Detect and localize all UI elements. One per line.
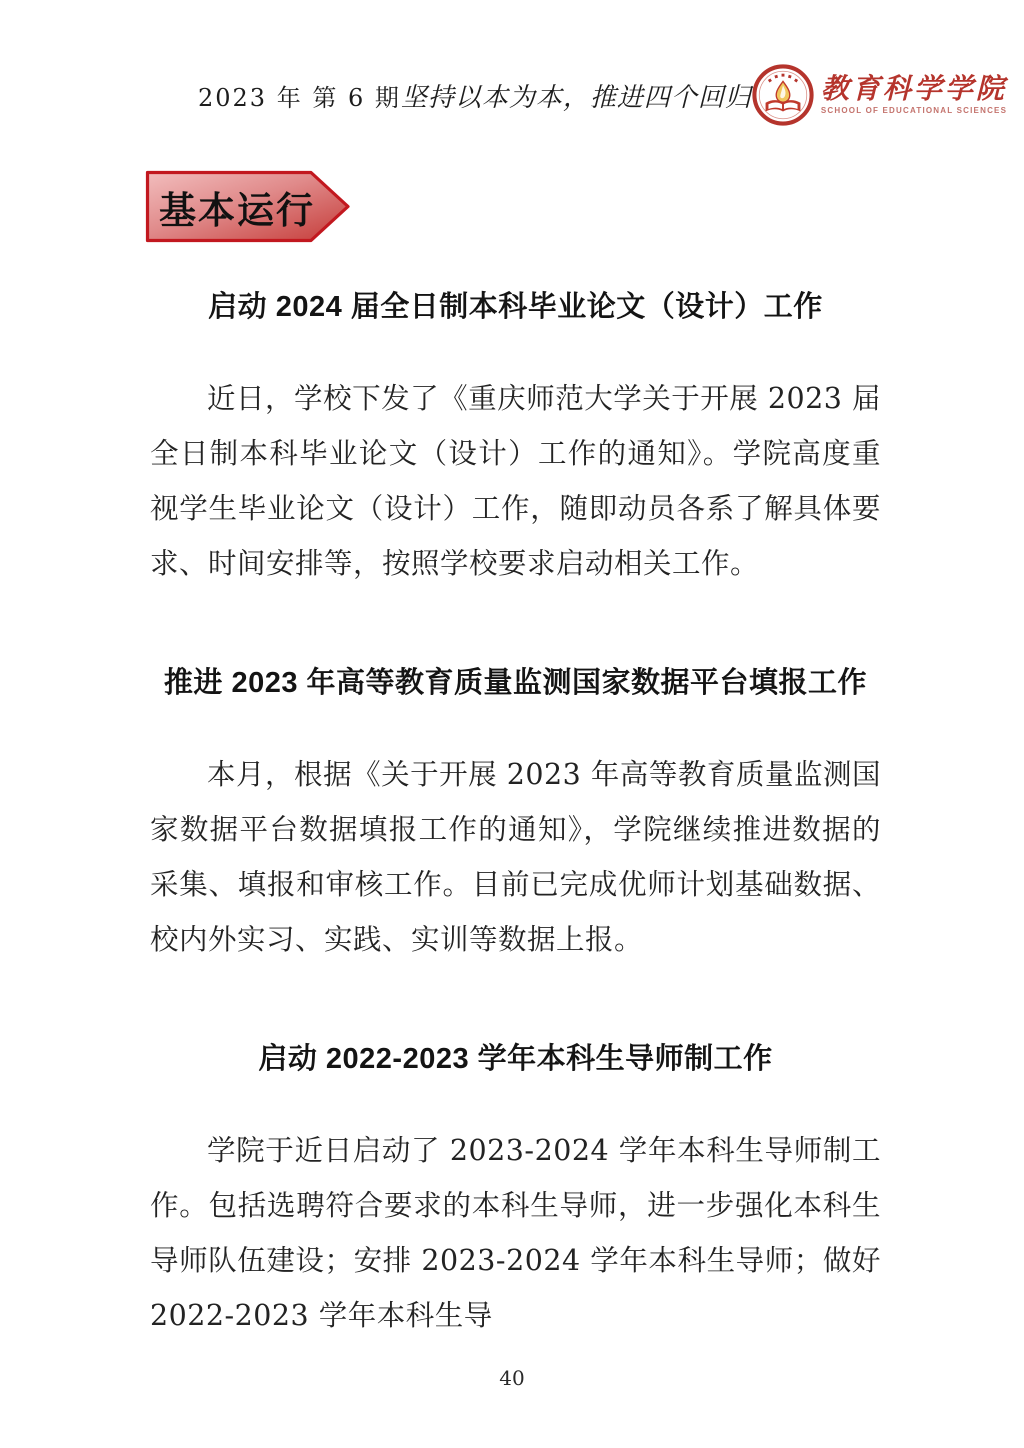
section-title: 推进 2023 年高等教育质量监测国家数据平台填报工作 bbox=[163, 667, 868, 699]
section-thesis-launch bbox=[150, 287, 881, 591]
banner-label: 基本运行 bbox=[159, 189, 315, 231]
header-motto: 坚持以本为本，推进四个回归 bbox=[400, 82, 752, 113]
section-banner bbox=[145, 170, 351, 243]
school-logo bbox=[752, 64, 1007, 126]
section-tutor-system bbox=[150, 1039, 881, 1343]
page-number: 40 bbox=[499, 1366, 525, 1390]
main-content bbox=[150, 287, 881, 1415]
school-logo-text bbox=[820, 72, 1008, 115]
school-name-en: SCHOOL OF EDUCATIONAL SCIENCES bbox=[820, 106, 1008, 115]
section-body: 本月，根据《关于开展 2023 年高等教育质量监测国家数据平台数据填报工作的通知》，学院继续推进数据的采集、填报和审核工作。目前已完成优师计划基础数据、校内外实习、实践、实训等数据上报。 bbox=[150, 758, 881, 956]
page-footer bbox=[0, 1366, 1024, 1390]
section-data-platform bbox=[150, 663, 881, 967]
page-header bbox=[198, 62, 1008, 128]
section-title: 启动 2022-2023 学年本科生导师制工作 bbox=[258, 1043, 773, 1075]
school-seal-icon bbox=[752, 64, 814, 126]
section-body: 近日，学校下发了《重庆师范大学关于开展 2023 届全日制本科毕业论文（设计）工作的通知》。学院高度重视学生毕业论文（设计）工作，随即动员各系了解具体要求、时间安排等，按照学校要求启动相关工作。 bbox=[150, 382, 881, 580]
section-title: 启动 2024 届全日制本科毕业论文（设计）工作 bbox=[208, 291, 823, 323]
school-name-cn: 教育科学学院 bbox=[820, 72, 1007, 105]
issue-number: 2023 年 第 6 期 bbox=[198, 83, 401, 112]
section-body: 学院于近日启动了 2023-2024 学年本科生导师制工作。包括选聘符合要求的本科生导师，进一步强化本科生导师队伍建设；安排 2023-2024 学年本科生导师；做好 2022-2023 学年本科生导 bbox=[150, 1134, 881, 1332]
